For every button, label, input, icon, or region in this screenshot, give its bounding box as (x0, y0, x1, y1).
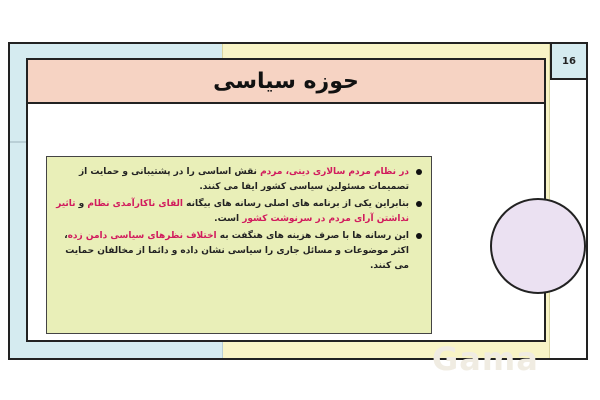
page-number-box (550, 42, 588, 80)
bullet-text: ، اکثر موضوعات و مسائل جاری را سیاسی نشان داده و دائما از مخالفان حمایت می کنند. (64, 231, 409, 271)
highlighted-text: القای ناکارآمدی نظام (87, 199, 184, 209)
decorative-circle (490, 198, 586, 294)
bullet-text: است. (214, 214, 243, 224)
highlighted-text: اختلاف نظرهای سیاسی دامن زده (67, 231, 217, 241)
bullet-item (55, 197, 409, 227)
highlighted-text: در نظام مردم سالاری دینی، مردم (260, 167, 409, 177)
bullet-item (55, 229, 409, 274)
watermark-logo: Gama (432, 340, 539, 378)
bullet-dot-icon (416, 201, 422, 207)
bullet-text: بنابراین یکی از برنامه های اصلی رسانه های بیگانه (183, 199, 409, 209)
page-number: 16 (562, 55, 576, 67)
bullet-text: و (75, 199, 88, 209)
highlighted-text: تاثیر نداشتن آرای مردم در سرنوشت کشور (56, 199, 409, 224)
bullet-text: این رسانه ها با صرف هزینه های هنگفت به (216, 231, 409, 241)
bullet-box (46, 156, 432, 334)
bullet-item (55, 165, 409, 195)
bullet-dot-icon (416, 169, 422, 175)
bullet-text: نقش اساسی را در پشتیبانی و حمایت از تصمیمات مسئولین سیاسی کشور ایفا می کنند. (79, 167, 409, 192)
slide-title: حوزه سیاسی (213, 68, 359, 94)
bullet-list (55, 165, 423, 274)
bullet-dot-icon (416, 233, 422, 239)
